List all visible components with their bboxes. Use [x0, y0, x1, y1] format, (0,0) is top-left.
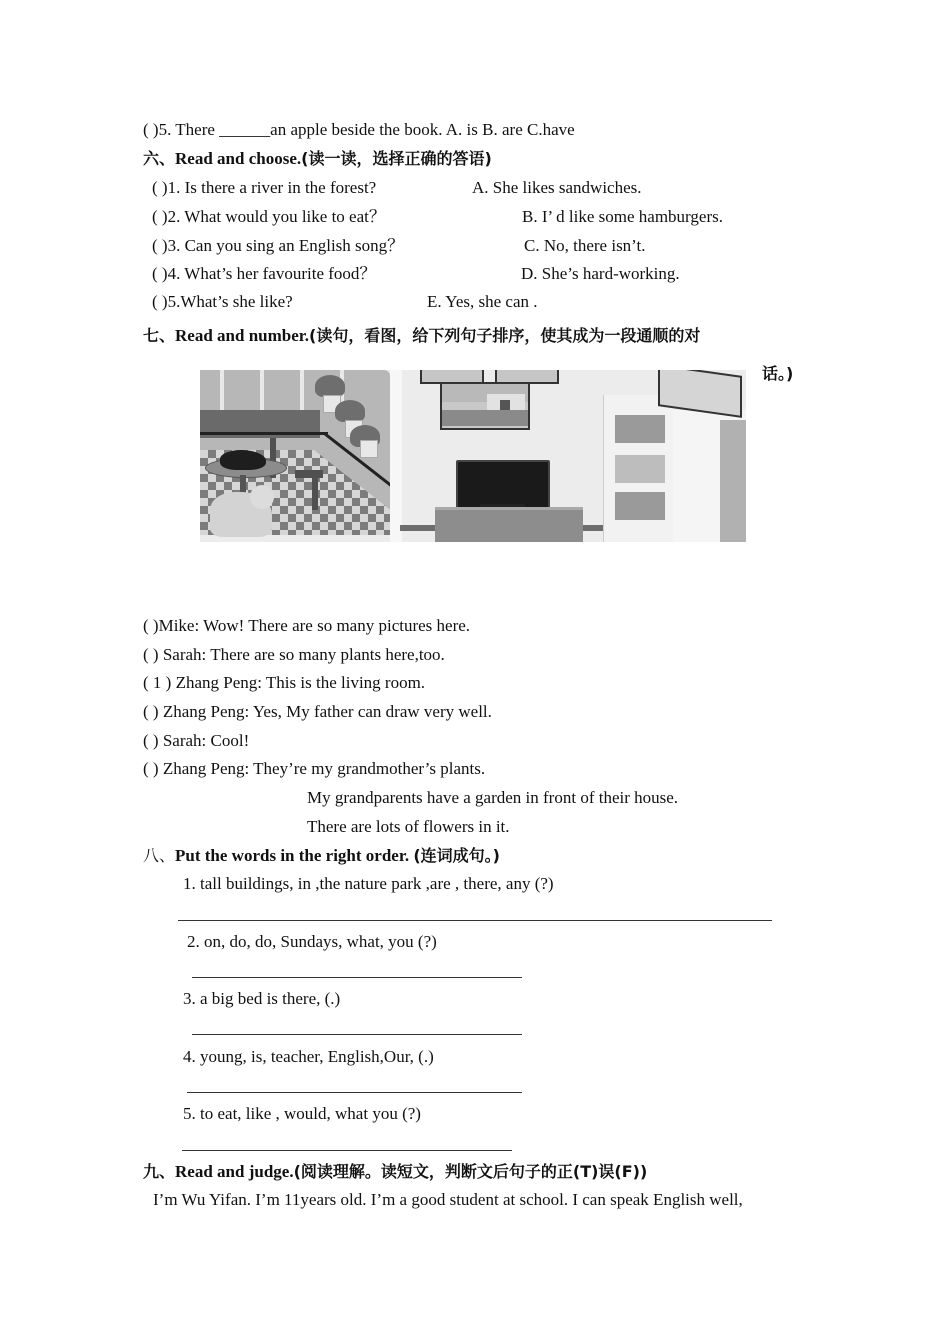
answer-blank[interactable]: ( )	[143, 120, 159, 139]
reorder-item: 5. to eat, like , would, what you (?)	[183, 1104, 421, 1123]
reorder-item: 4. young, is, teacher, English,Our, (.)	[183, 1047, 434, 1066]
living-room-illustration	[200, 370, 746, 542]
section-title-cn: (阅读理解。读短文，判断文后句子的正(T)误(F))	[293, 1162, 648, 1181]
dialogue-text: Mike: Wow! There are so many pictures here.	[158, 616, 471, 635]
wall-divider	[390, 370, 402, 542]
dialogue-text: Sarah: There are so many plants here,too.	[158, 645, 445, 664]
answer-line[interactable]	[187, 1092, 522, 1093]
section-title-cn: (读一读，选择正确的答语)	[301, 149, 492, 168]
answer-option: B. I’ d like some hamburgers.	[522, 207, 723, 226]
books	[615, 415, 665, 443]
order-blank[interactable]: ( )	[143, 731, 159, 750]
answer-blank[interactable]: ( )	[152, 292, 168, 311]
answer-option: D. She’s hard-working.	[521, 264, 680, 283]
question-text: 2. What would you like to eat？	[167, 207, 386, 226]
section-heading	[143, 149, 492, 169]
reorder-item: 2. on, do, do, Sundays, what, you (?)	[187, 932, 437, 951]
dialogue-continuation: There are lots of flowers in it.	[307, 817, 510, 836]
plant-pot	[360, 440, 378, 458]
order-blank[interactable]: ( 1 )	[143, 673, 172, 692]
section-title-en: Read and choose.	[175, 149, 302, 168]
dialogue-line	[143, 731, 249, 751]
section-heading	[143, 846, 500, 866]
window-bar	[220, 370, 224, 415]
rail	[200, 432, 328, 435]
order-blank[interactable]: ( )	[143, 702, 159, 721]
question-item	[152, 264, 376, 284]
question-text: 5.What’s she like?	[167, 292, 293, 311]
question-text: 5. There ______an apple beside the book. A. is B. are C.have	[158, 120, 575, 139]
section-title-cn: (连词成句。)	[413, 846, 500, 865]
question-item	[143, 120, 575, 140]
answer-blank[interactable]: ( )	[152, 236, 168, 255]
black-dog-icon	[220, 450, 266, 470]
section-heading	[143, 1162, 647, 1182]
answer-line[interactable]	[192, 1034, 522, 1035]
tv-cabinet	[435, 507, 583, 542]
answer-line[interactable]	[192, 977, 522, 978]
answer-option: A. She likes sandwiches.	[472, 178, 642, 197]
order-blank[interactable]: ( )	[143, 645, 159, 664]
question-item	[152, 236, 404, 256]
white-dog-head	[250, 485, 274, 509]
section-title-en: Read and number.	[175, 326, 310, 345]
tv-icon	[456, 460, 550, 509]
dialogue-text: Zhang Peng: Yes, My father can draw very well.	[158, 702, 492, 721]
reading-passage: I’m Wu Yifan. I’m 11years old. I’m a good student at school. I can speak English well,	[153, 1190, 743, 1209]
section-number: 八、	[143, 846, 176, 865]
answer-option: E. Yes, she can .	[427, 292, 538, 311]
dialogue-text: Zhang Peng: This is the living room.	[171, 673, 426, 692]
dialogue-line	[143, 759, 485, 779]
question-text: 3. Can you sing an English song？	[167, 236, 405, 255]
section-number: 九、	[143, 1162, 176, 1181]
books	[615, 492, 665, 520]
bookshelf-edge	[720, 420, 746, 542]
baseboard	[400, 525, 440, 531]
order-blank[interactable]: ( )	[143, 759, 159, 778]
answer-blank[interactable]: ( )	[152, 178, 168, 197]
question-text: 4. What’s her favourite food？	[167, 264, 377, 283]
baseboard	[583, 525, 603, 531]
plant-icon	[315, 375, 345, 397]
section-heading	[143, 326, 700, 346]
section-title-en: Read and judge.	[175, 1162, 294, 1181]
dialogue-continuation: My grandparents have a garden in front of their house.	[307, 788, 679, 807]
answer-option: C. No, there isn’t.	[524, 236, 646, 255]
dining-area	[200, 370, 390, 535]
painting-bushes	[442, 410, 528, 426]
dialogue-text: Zhang Peng: They’re my grandmother’s plants.	[158, 759, 486, 778]
dialogue-text: Sarah: Cool!	[158, 731, 250, 750]
dialogue-line	[143, 616, 470, 636]
books	[615, 455, 665, 483]
order-blank[interactable]: ( )	[143, 616, 159, 635]
house-painting	[440, 382, 530, 430]
chair	[295, 470, 323, 478]
section-title-cn-continued: 话。)	[762, 364, 794, 383]
answer-blank[interactable]: ( )	[152, 264, 168, 283]
dialogue-line	[143, 645, 445, 665]
question-item	[152, 207, 386, 227]
window-bar	[300, 370, 304, 415]
section-title-cn: (读句，看图，给下列句子排序，使其成为一段通顺的对	[309, 326, 701, 345]
dialogue-line	[143, 673, 425, 693]
section-number: 七、	[143, 326, 176, 345]
reorder-item: 3. a big bed is there, (.)	[183, 989, 341, 1008]
chair	[312, 470, 318, 510]
section-number: 六、	[143, 149, 176, 168]
answer-line[interactable]	[178, 920, 772, 921]
question-item	[152, 178, 376, 198]
answer-blank[interactable]: ( )	[152, 207, 168, 226]
plant-icon	[335, 400, 365, 422]
question-item	[152, 292, 293, 312]
question-text: 1. Is there a river in the forest?	[167, 178, 377, 197]
section-title-en: Put the words in the right order.	[175, 846, 414, 865]
window-bar	[260, 370, 264, 415]
dialogue-line	[143, 702, 492, 722]
answer-line[interactable]	[182, 1150, 512, 1151]
reorder-item: 1. tall buildings, in ,the nature park ,are , there, any (?)	[183, 874, 554, 893]
